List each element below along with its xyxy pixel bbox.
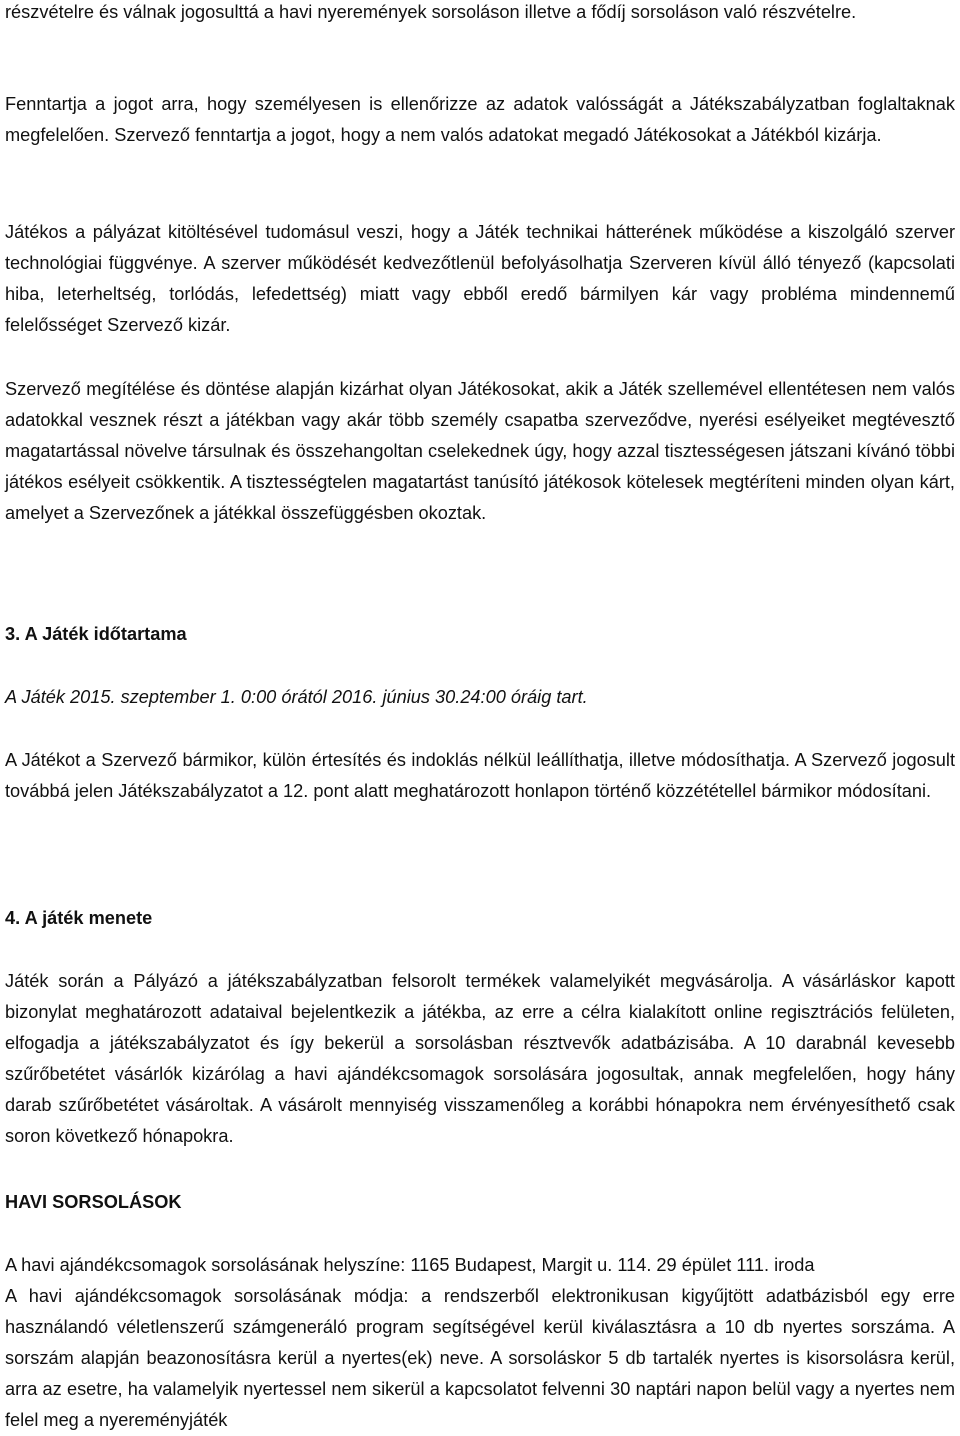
- paragraph-exclusion: Szervező megítélése és döntése alapján kizárhat olyan Játékosokat, akik a Játék szellemével ellentétesen nem valós adatokkal vesznek részt a játékban vagy akár több személy csapatba szerveződve, nyerési esélyeiket megtévesztő magatartással növelve társulnak és összehangoltan cselekednek úgy, hogy azzal tisztességesen játszani kívánó többi játékos esélyeit csökkentik. A tisztességtelen magatartást tanúsító játékosok kötelesek megtéríteni minden olyan kárt, amelyet a Szervezőnek a játékkal összefüggésben okoztak.: [5, 379, 955, 523]
- paragraph-server-liability: Játékos a pályázat kitöltésével tudomásul veszi, hogy a Játék technikai hátterének működése a kiszolgáló szerver technológiai függvénye. A szerver működését kedvezőtlenül befolyásolhatja Szerveren kívül álló tényező (kapcsolati hiba, leterheltség, torlódás, lefedettség) miatt vagy ebből eredő bármilyen kár vagy probléma mindennemű felelősséget Szervező kizár.: [5, 222, 955, 335]
- section-heading-4: [5, 903, 152, 934]
- paragraph-draw-method: A havi ajándékcsomagok sorsolásának módja: a rendszerből elektronikusan kigyűjtött adatbázisból egy erre használandó véletlenszerű számgeneráló program segítségével kerül kiválasztásra a 10 db nyertes sorszáma. A sorszám alapján beazonosításra kerül a nyertes(ek) neve. A sorsoláskor 5 db tartalék nyertes is kisorsolásra kerül, arra az esetre, ha valamelyik nyertessel nem sikerül a kapcsolatot felvenni 30 naptári napon belül vagy a nyertes nem felel meg a nyereményjáték: [5, 1286, 955, 1430]
- paragraph-game-process: Játék során a Pályázó a játékszabályzatban felsorolt termékek valamelyikét megvásárolja. A vásárláskor kapott bizonylat meghatározott adataival bejelentkezik a játékba, az erre a célra kialakított online regisztrációs felületen, elfogadja a játékszabályzatot és így bekerül a sorsolásban résztvevők adatbázisába. A 10 darabnál kevesebb szűrőbetétet vásárlók kizárólag a havi ajándékcsomagok sorsolására jogosultak, annak megfelelően, hogy hány darab szűrőbetétet vásároltak. A vásárolt mennyiség visszamenőleg a korábbi hónapokra nem érvényesíthető csak soron következő hónapokra.: [5, 971, 955, 1146]
- paragraph-draw-location: A havi ajándékcsomagok sorsolásának helyszíne: 1165 Budapest, Margit u. 114. 29 épület 111. iroda: [5, 1255, 815, 1275]
- heading-monthly-draws: HAVI SORSOLÁSOK: [5, 1192, 182, 1212]
- section-title: A játék menete: [24, 908, 153, 928]
- paragraph-verification: Fenntartja a jogot arra, hogy személyesen is ellenőrizze az adatok valósságát a Játékszabályzatban foglaltaknak megfelelően. Szervező fenntartja a jogot, hogy a nem valós adatokat megadó Játékosokat a Játékból kizárja.: [5, 94, 955, 145]
- section-number: 4.: [5, 908, 21, 928]
- section-number: 3.: [5, 624, 21, 644]
- paragraph-duration: A Játék 2015. szeptember 1. 0:00 órától 2016. június 30.24:00 óráig tart.: [5, 687, 588, 707]
- paragraph-modification: A Játékot a Szervező bármikor, külön értesítés és indoklás nélkül leállíthatja, illetve módosíthatja. A Szervező jogosult továbbá jelen Játékszabályzatot a 12. pont alatt meghatározott honlapon történő közzététellel bármikor módosítani.: [5, 750, 955, 801]
- section-title: A Játék időtartama: [24, 624, 187, 644]
- paragraph-participation: részvételre és válnak jogosulttá a havi nyeremények sorsoláson illetve a fődíj sorsoláson való részvételre.: [5, 2, 857, 22]
- section-heading-3: [5, 619, 187, 650]
